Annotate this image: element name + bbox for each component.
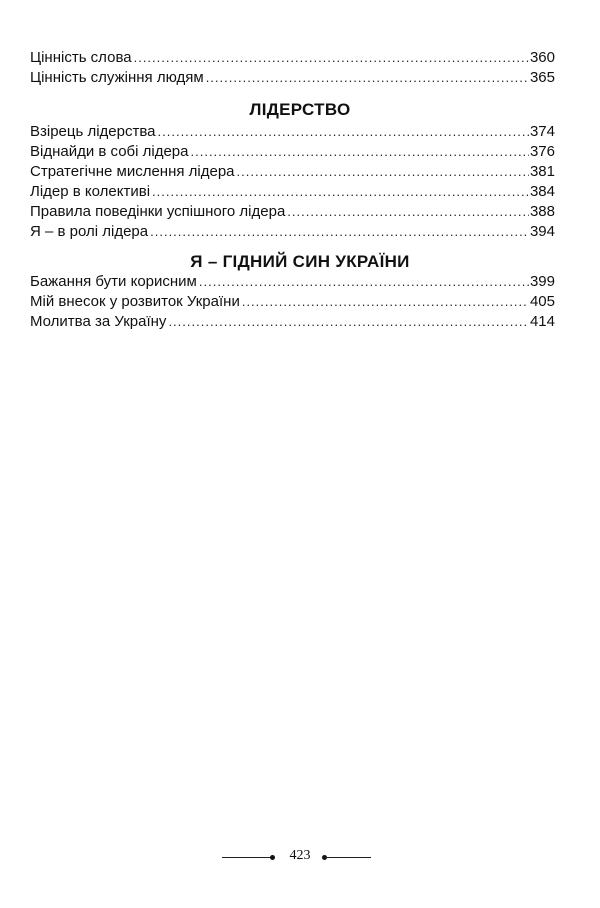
toc-entry-title: Цінність слова xyxy=(30,49,132,66)
toc-leader-dots xyxy=(134,50,529,66)
toc-entry xyxy=(30,68,555,88)
toc-entry-page: 376 xyxy=(529,143,555,160)
toc-entry-page: 365 xyxy=(529,69,555,86)
toc-leader-dots xyxy=(158,124,529,140)
toc-entry xyxy=(30,272,555,292)
footer-ornament-line xyxy=(323,857,371,858)
toc-leader-dots xyxy=(152,184,529,200)
toc-entry xyxy=(30,48,555,68)
toc-section-leadership xyxy=(30,122,555,242)
footer-ornament-line xyxy=(222,857,272,858)
toc-leader-dots xyxy=(168,314,529,330)
toc-entry-page: 374 xyxy=(529,123,555,140)
toc-leader-dots xyxy=(242,294,529,310)
footer-ornament-dot xyxy=(270,855,275,860)
toc-leader-dots xyxy=(150,224,529,240)
toc-entry-title: Віднайди в собі лідера xyxy=(30,143,189,160)
toc-entry-page: 384 xyxy=(529,183,555,200)
toc-entry-title: Мій внесок у розвиток України xyxy=(30,293,240,310)
toc-entry xyxy=(30,182,555,202)
toc-leader-dots xyxy=(191,144,529,160)
toc-entry-title: Правила поведінки успішного лідера xyxy=(30,203,286,220)
toc-entry xyxy=(30,202,555,222)
toc-entry-page: 405 xyxy=(529,293,555,310)
page-number: 423 xyxy=(289,848,311,863)
section-heading-worthy-son: Я – ГІДНИЙ СИН УКРАЇНИ xyxy=(190,252,410,271)
toc-leader-dots xyxy=(199,274,529,290)
toc-entry-title: Цінність служіння людям xyxy=(30,69,204,86)
toc-entry xyxy=(30,312,555,332)
toc-entry-title: Взірець лідерства xyxy=(30,123,156,140)
toc-entry xyxy=(30,142,555,162)
toc-section-worthy-son xyxy=(30,272,555,332)
toc-entry xyxy=(30,222,555,242)
toc-entry-page: 399 xyxy=(529,273,555,290)
toc-section-continued xyxy=(30,48,555,88)
toc-entry-page: 381 xyxy=(529,163,555,180)
toc-entry-page: 360 xyxy=(529,49,555,66)
toc-entry-title: Лідер в колективі xyxy=(30,183,151,200)
toc-entry xyxy=(30,122,555,142)
toc-leader-dots xyxy=(287,204,529,220)
toc-entry-page: 414 xyxy=(529,313,555,330)
toc-entry-title: Молитва за Україну xyxy=(30,313,167,330)
toc-entry xyxy=(30,292,555,312)
page-footer xyxy=(0,846,600,870)
toc-entry-title: Я – в ролі лідера xyxy=(30,223,149,240)
toc-leader-dots xyxy=(206,70,529,86)
toc-leader-dots xyxy=(237,164,529,180)
toc-entry-title: Бажання бути корисним xyxy=(30,273,197,290)
toc-entry-title: Стратегічне мислення лідера xyxy=(30,163,235,180)
toc-entry-page: 388 xyxy=(529,203,555,220)
section-heading-leadership: ЛІДЕРСТВО xyxy=(249,100,351,119)
toc-entry xyxy=(30,162,555,182)
toc-entry-page: 394 xyxy=(529,223,555,240)
